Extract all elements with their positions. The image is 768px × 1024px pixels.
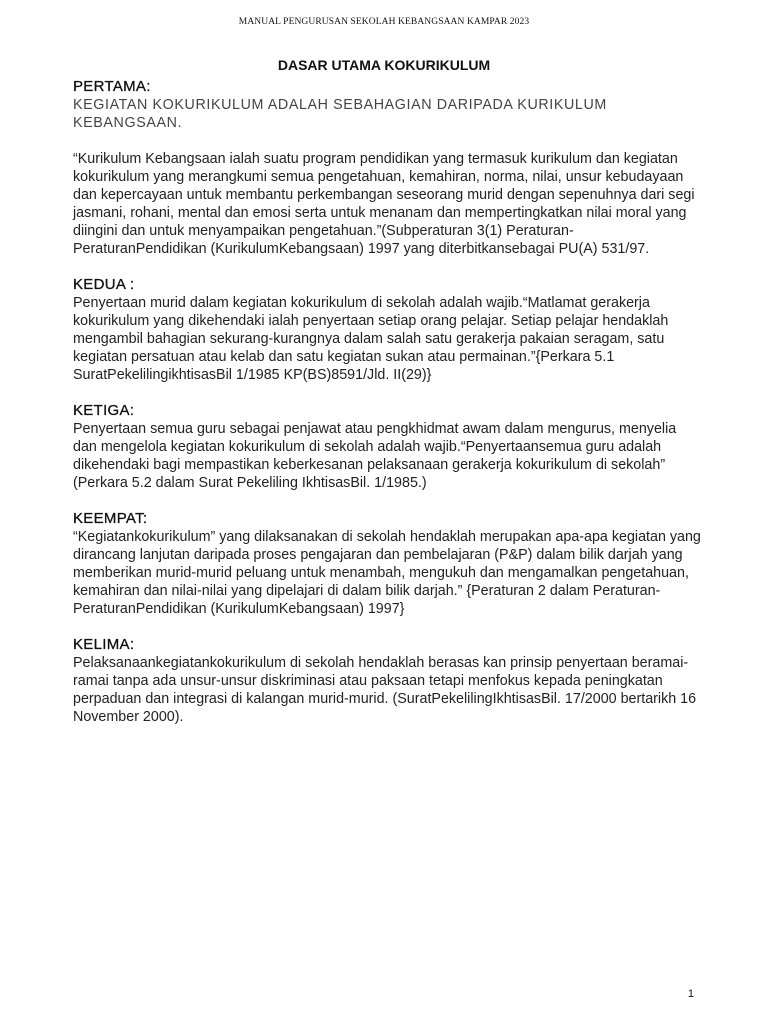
section-kelima	[73, 636, 703, 726]
running-header: MANUAL PENGURUSAN SEKOLAH KEBANGSAAN KAMPAR 2023	[238, 17, 530, 27]
document-title: DASAR UTAMA KOKURIKULUM	[277, 57, 491, 73]
section-ketiga	[73, 402, 703, 492]
section-paragraph: Pelaksanaankegiatankokurikulum di sekolah hendaklah berasas kan prinsip penyertaan beramai-ramai tanpa ada unsur-unsur diskriminasi atau paksaan tetapi menfokus kepada peningkatan perpaduan dan integrasi di kalangan murid-murid. (SuratPekelilingIkhtisasBil. 17/2000 bertarikh 16 November 2000).	[73, 655, 697, 725]
section-paragraph: Penyertaan murid dalam kegiatan kokurikulum di sekolah adalah wajib.“Matlamat gerakerja kokurikulum yang dikehendaki ialah penyertaan setiap orang pelajar. Setiap pelajar hendaklah mengambil bahagian sekurang-kurangnya dalam salah satu gerakerja pakaian seragam, satu kegiatan persatuan atau kelab dan satu kegiatan sukan atau permainan.”{Perkara 5.1 SuratPekelilingikhtisasBil 1/1985 KP(BS)8591/Jld. II(29)}	[73, 295, 669, 383]
section-paragraph: “Kurikulum Kebangsaan ialah suatu program pendidikan yang termasuk kurikulum dan kegiatan kokurikulum yang merangkumi semua pengetahuan, kemahiran, norma, nilai, unsur kebudayaan dan kepercayaan untuk membantu perkembangan seseorang murid dengan sepenuhnya dari segi jasmani, rohani, mental dan emosi serta untuk menanam dan mempertingkatkan nilai moral yang diingini dan untuk menyampaikan pengetahuan.”(Subperaturan 3(1) Peraturan-PeraturanPendidikan (KurikulumKebangsaan) 1997 yang diterbitkansebagai PU(A) 531/97.	[73, 151, 695, 257]
section-heading: KELIMA:	[73, 636, 135, 653]
section-heading: KEEMPAT:	[73, 510, 148, 527]
section-keempat	[73, 510, 703, 618]
section-paragraph: “Kegiatankokurikulum” yang dilaksanakan di sekolah hendaklah merupakan apa-apa kegiatan yang dirancang lanjutan daripada proses pengajaran dan pembelajaran (P&P) dalam bilik darjah yang memberikan murid-murid peluang untuk menambah, mengukuh dan mengamalkan pengetahuan, kemahiran dan nilai-nilai yang dipelajari di dalam bilik darjah.” {Peraturan 2 dalam Peraturan-PeraturanPendidikan (KurikulumKebangsaan) 1997}	[73, 529, 701, 617]
section-pertama	[73, 78, 703, 258]
section-lead: KEGIATAN KOKURIKULUM ADALAH SEBAHAGIAN DARIPADA KURIKULUM KEBANGSAAN.	[73, 97, 607, 131]
section-heading: KETIGA:	[73, 402, 135, 419]
section-kedua	[73, 276, 703, 384]
section-paragraph: Penyertaan semua guru sebagai penjawat atau pengkhidmat awam dalam mengurus, menyelia dan mengelola kegiatan kokurikulum di sekolah adalah wajib.“Penyertaansemua guru adalah dikehendaki bagi mempastikan keberkesanan pelaksanaan gerakerja kokurikulum di sekolah” (Perkara 5.2 dalam Surat Pekeliling IkhtisasBil. 1/1985.)	[73, 421, 677, 491]
section-heading: KEDUA :	[73, 276, 135, 293]
page-number: 1	[687, 988, 694, 1000]
section-heading: PERTAMA:	[73, 78, 151, 95]
document-body	[73, 78, 703, 744]
